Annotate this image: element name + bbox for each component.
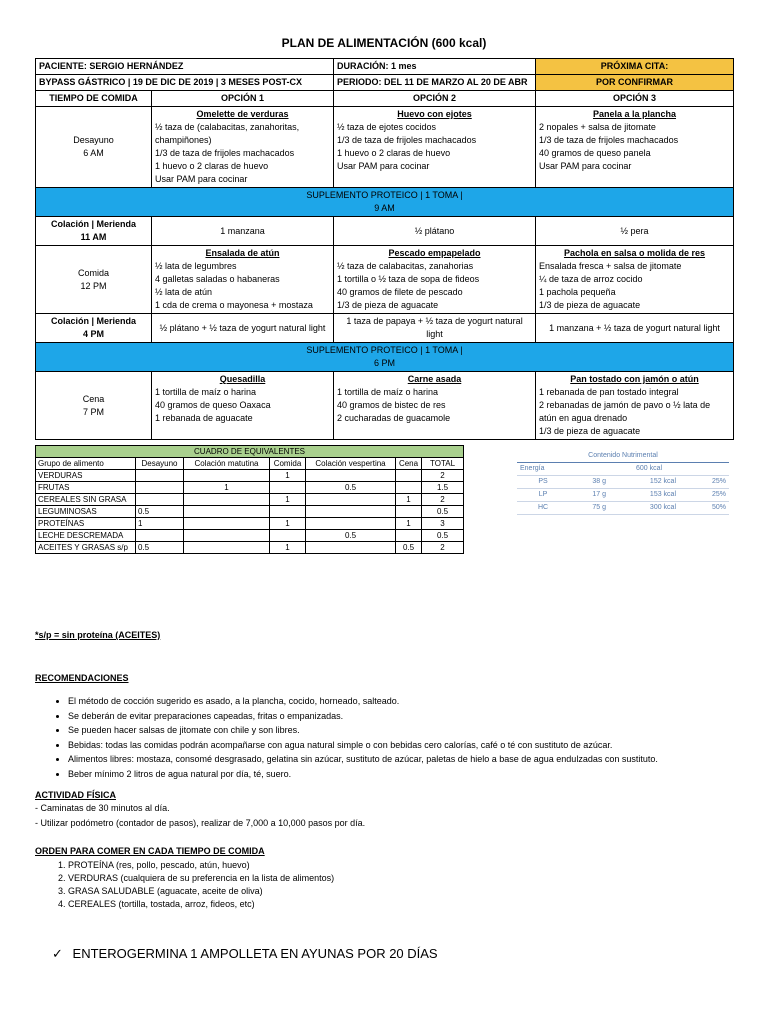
table-cell: CEREALES SIN GRASA — [36, 494, 136, 506]
table-cell: 1 — [270, 518, 306, 530]
table-cell: 2 — [422, 470, 464, 482]
table-cell — [396, 482, 422, 494]
breakfast-option-2: Huevo con ejotes ½ taza de ejotes cocidos 1/3 de taza de frijoles machacados 1 huevo o 2 claras de huevo Usar PAM para cocinar — [334, 107, 536, 188]
supplement-morning: SUPLEMENTO PROTEICO | 1 TOMA | 9 AM — [36, 188, 734, 217]
table-row — [36, 506, 464, 518]
snack-am-option-3: ½ pera — [536, 217, 734, 246]
table-cell: PROTEÍNAS — [36, 518, 136, 530]
list-item: 1. PROTEÍNA (res, pollo, pescado, atún, huevo) — [68, 859, 334, 872]
table-cell: LEGUMINOSAS — [36, 506, 136, 518]
meal-time-dinner: Cena 7 PM — [36, 372, 152, 440]
table-row — [36, 530, 464, 542]
table-cell: 1 — [270, 470, 306, 482]
snack-am-option-1: 1 manzana — [152, 217, 334, 246]
energy-value: 600 kcal — [569, 463, 729, 476]
table-cell: VERDURAS — [36, 470, 136, 482]
table-row — [36, 518, 464, 530]
period: PERIODO: DEL 11 DE MARZO AL 20 DE ABR — [334, 75, 536, 91]
table-cell: 1 — [270, 494, 306, 506]
table-cell: 300 kcal — [609, 502, 679, 515]
order-title: ORDEN PARA COMER EN CADA TIEMPO DE COMIDA — [35, 846, 265, 856]
table-cell: ACEITES Y GRASAS s/p — [36, 542, 136, 554]
table-cell: 0.5 — [306, 482, 396, 494]
dinner-option-2: Carne asada 1 tortilla de maíz o harina 40 gramos de bistec de res 2 cucharadas de guacamole — [334, 372, 536, 440]
column-header: TIEMPO DE COMIDA — [36, 91, 152, 107]
table-cell — [184, 494, 270, 506]
table-row — [36, 470, 464, 482]
table-cell: 0.5 — [422, 530, 464, 542]
table-cell: 0.5 — [422, 506, 464, 518]
column-header: OPCIÓN 3 — [536, 91, 734, 107]
next-appointment-label: PRÓXIMA CITA: — [536, 59, 734, 75]
equivalents-title: CUADRO DE EQUIVALENTES — [36, 446, 464, 458]
activity-title: ACTIVIDAD FÍSICA — [35, 790, 116, 800]
snack-am-option-2: ½ plátano — [334, 217, 536, 246]
list-item: • Bebidas: todas las comidas podrán acompañarse con agua natural simple o con bebidas cero calorías, café o té con sustituto de azúcar. — [68, 738, 658, 753]
equivalents-column-header: Colación vespertina — [306, 458, 396, 470]
next-appointment-value: POR CONFIRMAR — [536, 75, 734, 91]
table-cell: 0.5 — [306, 530, 396, 542]
table-cell: 1 — [396, 494, 422, 506]
activity-line: - Caminatas de 30 minutos al día. — [35, 803, 170, 813]
lunch-option-1: Ensalada de atún ½ lata de legumbres 4 galletas saladas o habaneras ½ lata de atún 1 cda de crema o mayonesa + mostaza — [152, 246, 334, 314]
table-cell: 153 kcal — [609, 489, 679, 502]
supplement-afternoon: SUPLEMENTO PROTEICO | 1 TOMA | 6 PM — [36, 343, 734, 372]
table-cell: 2 — [422, 494, 464, 506]
list-item: • El método de cocción sugerido es asado, a la plancha, cocido, horneado, salteado. — [68, 694, 658, 709]
table-cell: 0.5 — [396, 542, 422, 554]
snack-pm-option-3: 1 manzana + ½ taza de yogurt natural light — [536, 314, 734, 343]
table-row — [517, 476, 729, 489]
table-cell: 0.5 — [136, 506, 184, 518]
meal-time-snack-pm: Colación | Merienda 4 PM — [36, 314, 152, 343]
table-cell — [270, 482, 306, 494]
equivalents-column-header: Colación matutina — [184, 458, 270, 470]
lunch-option-2: Pescado empapelado ½ taza de calabacitas, zanahorias 1 tortilla o ½ taza de sopa de fideos 40 gramos de filete de pescado 1/3 de pieza de aguacate — [334, 246, 536, 314]
table-cell — [136, 470, 184, 482]
table-cell: 1 — [270, 542, 306, 554]
table-row — [36, 482, 464, 494]
table-cell: 1 — [184, 482, 270, 494]
table-cell: FRUTAS — [36, 482, 136, 494]
table-cell — [136, 482, 184, 494]
table-cell — [270, 530, 306, 542]
table-row — [517, 502, 729, 515]
table-cell: 1.5 — [422, 482, 464, 494]
snack-pm-option-1: ½ plátano + ½ taza de yogurt natural light — [152, 314, 334, 343]
table-cell: 3 — [422, 518, 464, 530]
table-row — [36, 542, 464, 554]
table-cell: LP — [517, 489, 569, 502]
table-cell — [306, 470, 396, 482]
table-cell: 50% — [679, 502, 729, 515]
table-cell: 75 g — [569, 502, 609, 515]
table-cell — [184, 506, 270, 518]
recommendations-list — [48, 694, 658, 781]
list-item: • Se deberán de evitar preparaciones capeadas, fritas o empanizadas. — [68, 709, 658, 724]
table-cell — [396, 530, 422, 542]
list-item: • Alimentos libres: mostaza, consomé desgrasado, gelatina sin azúcar, sustituto de azúcar, paletas de hielo a base de agua endulzadas con sustituto. — [68, 752, 658, 767]
equivalents-column-header: Grupo de alimento — [36, 458, 136, 470]
patient-name: PACIENTE: SERGIO HERNÁNDEZ — [36, 59, 334, 75]
table-cell: 38 g — [569, 476, 609, 489]
snack-pm-option-2: 1 taza de papaya + ½ taza de yogurt natural light — [334, 314, 536, 343]
equivalents-column-header: TOTAL — [422, 458, 464, 470]
meal-time-breakfast: Desayuno 6 AM — [36, 107, 152, 188]
table-cell — [270, 506, 306, 518]
nutrient-title: Contenido Nutrimental — [588, 452, 658, 459]
footnote: *s/p = sin proteína (ACEITES) — [35, 630, 161, 640]
list-item: • Beber mínimo 2 litros de agua natural por día, té, suero. — [68, 767, 658, 782]
activity-line: - Utilizar podómetro (contador de pasos), realizar de 7,000 a 10,000 pasos por día. — [35, 818, 366, 828]
surgery-info: BYPASS GÁSTRICO | 19 DE DIC DE 2019 | 3 MESES POST-CX — [36, 75, 334, 91]
page-title: PLAN DE ALIMENTACIÓN (600 kcal) — [281, 36, 487, 50]
table-row — [36, 494, 464, 506]
table-cell — [396, 506, 422, 518]
nutrient-table — [517, 450, 729, 515]
recommendations-title: RECOMENDACIONES — [35, 673, 129, 683]
column-header: OPCIÓN 1 — [152, 91, 334, 107]
dinner-option-1: Quesadilla 1 tortilla de maíz o harina 40 gramos de queso Oaxaca 1 rebanada de aguacate — [152, 372, 334, 440]
energy-label: Energía — [517, 463, 569, 476]
lunch-option-3: Pachola en salsa o molida de res Ensalada fresca + salsa de jitomate ¼ de taza de arroz cocido 1 pachola pequeña 1/3 de pieza de aguacate — [536, 246, 734, 314]
table-cell — [306, 518, 396, 530]
table-cell: 2 — [422, 542, 464, 554]
meal-plan-table — [35, 58, 734, 440]
table-cell: 25% — [679, 489, 729, 502]
table-cell — [184, 542, 270, 554]
table-cell: PS — [517, 476, 569, 489]
table-cell — [306, 494, 396, 506]
table-row — [517, 489, 729, 502]
table-cell: 0.5 — [136, 542, 184, 554]
table-cell: 25% — [679, 476, 729, 489]
check-icon: ✓ — [52, 946, 63, 961]
table-cell: 1 — [136, 518, 184, 530]
table-cell: 152 kcal — [609, 476, 679, 489]
duration: DURACIÓN: 1 mes — [334, 59, 536, 75]
equivalents-column-header: Desayuno — [136, 458, 184, 470]
column-header: OPCIÓN 2 — [334, 91, 536, 107]
equivalents-header-row — [36, 458, 464, 470]
table-cell: 1 — [396, 518, 422, 530]
table-cell: LECHE DESCREMADA — [36, 530, 136, 542]
breakfast-option-1: Omelette de verduras ½ taza de (calabacitas, zanahoritas, champiñones) 1/3 de taza de frijoles machacados 1 huevo o 2 claras de huevo Usar PAM para cocinar — [152, 107, 334, 188]
list-item: • Se pueden hacer salsas de jitomate con chile y son libres. — [68, 723, 658, 738]
list-item: 3. GRASA SALUDABLE (aguacate, aceite de oliva) — [68, 885, 334, 898]
table-cell — [184, 470, 270, 482]
table-cell — [184, 518, 270, 530]
list-item: 4. CEREALES (tortilla, tostada, arroz, fideos, etc) — [68, 898, 334, 911]
table-cell — [306, 542, 396, 554]
table-cell — [136, 494, 184, 506]
equivalents-table — [35, 445, 464, 554]
table-cell — [184, 530, 270, 542]
list-item: 2. VERDURAS (cualquiera de su preferencia en la lista de alimentos) — [68, 872, 334, 885]
final-note-text: ENTEROGERMINA 1 AMPOLLETA EN AYUNAS POR 20 DÍAS — [72, 946, 438, 961]
final-note — [52, 946, 438, 962]
table-cell — [396, 470, 422, 482]
table-cell: HC — [517, 502, 569, 515]
meal-time-lunch: Comida 12 PM — [36, 246, 152, 314]
table-cell: 17 g — [569, 489, 609, 502]
dinner-option-3: Pan tostado con jamón o atún 1 rebanada de pan tostado integral 2 rebanadas de jamón de pavo o ½ lata de atún en agua drenado 1/3 de pieza de aguacate — [536, 372, 734, 440]
meal-time-snack-am: Colación | Merienda 11 AM — [36, 217, 152, 246]
equivalents-column-header: Comida — [270, 458, 306, 470]
breakfast-option-3: Panela a la plancha 2 nopales + salsa de jitomate 1/3 de taza de frijoles machacados 40 gramos de queso panela Usar PAM para cocinar — [536, 107, 734, 188]
order-list — [48, 859, 334, 911]
equivalents-column-header: Cena — [396, 458, 422, 470]
table-cell — [306, 506, 396, 518]
table-cell — [136, 530, 184, 542]
